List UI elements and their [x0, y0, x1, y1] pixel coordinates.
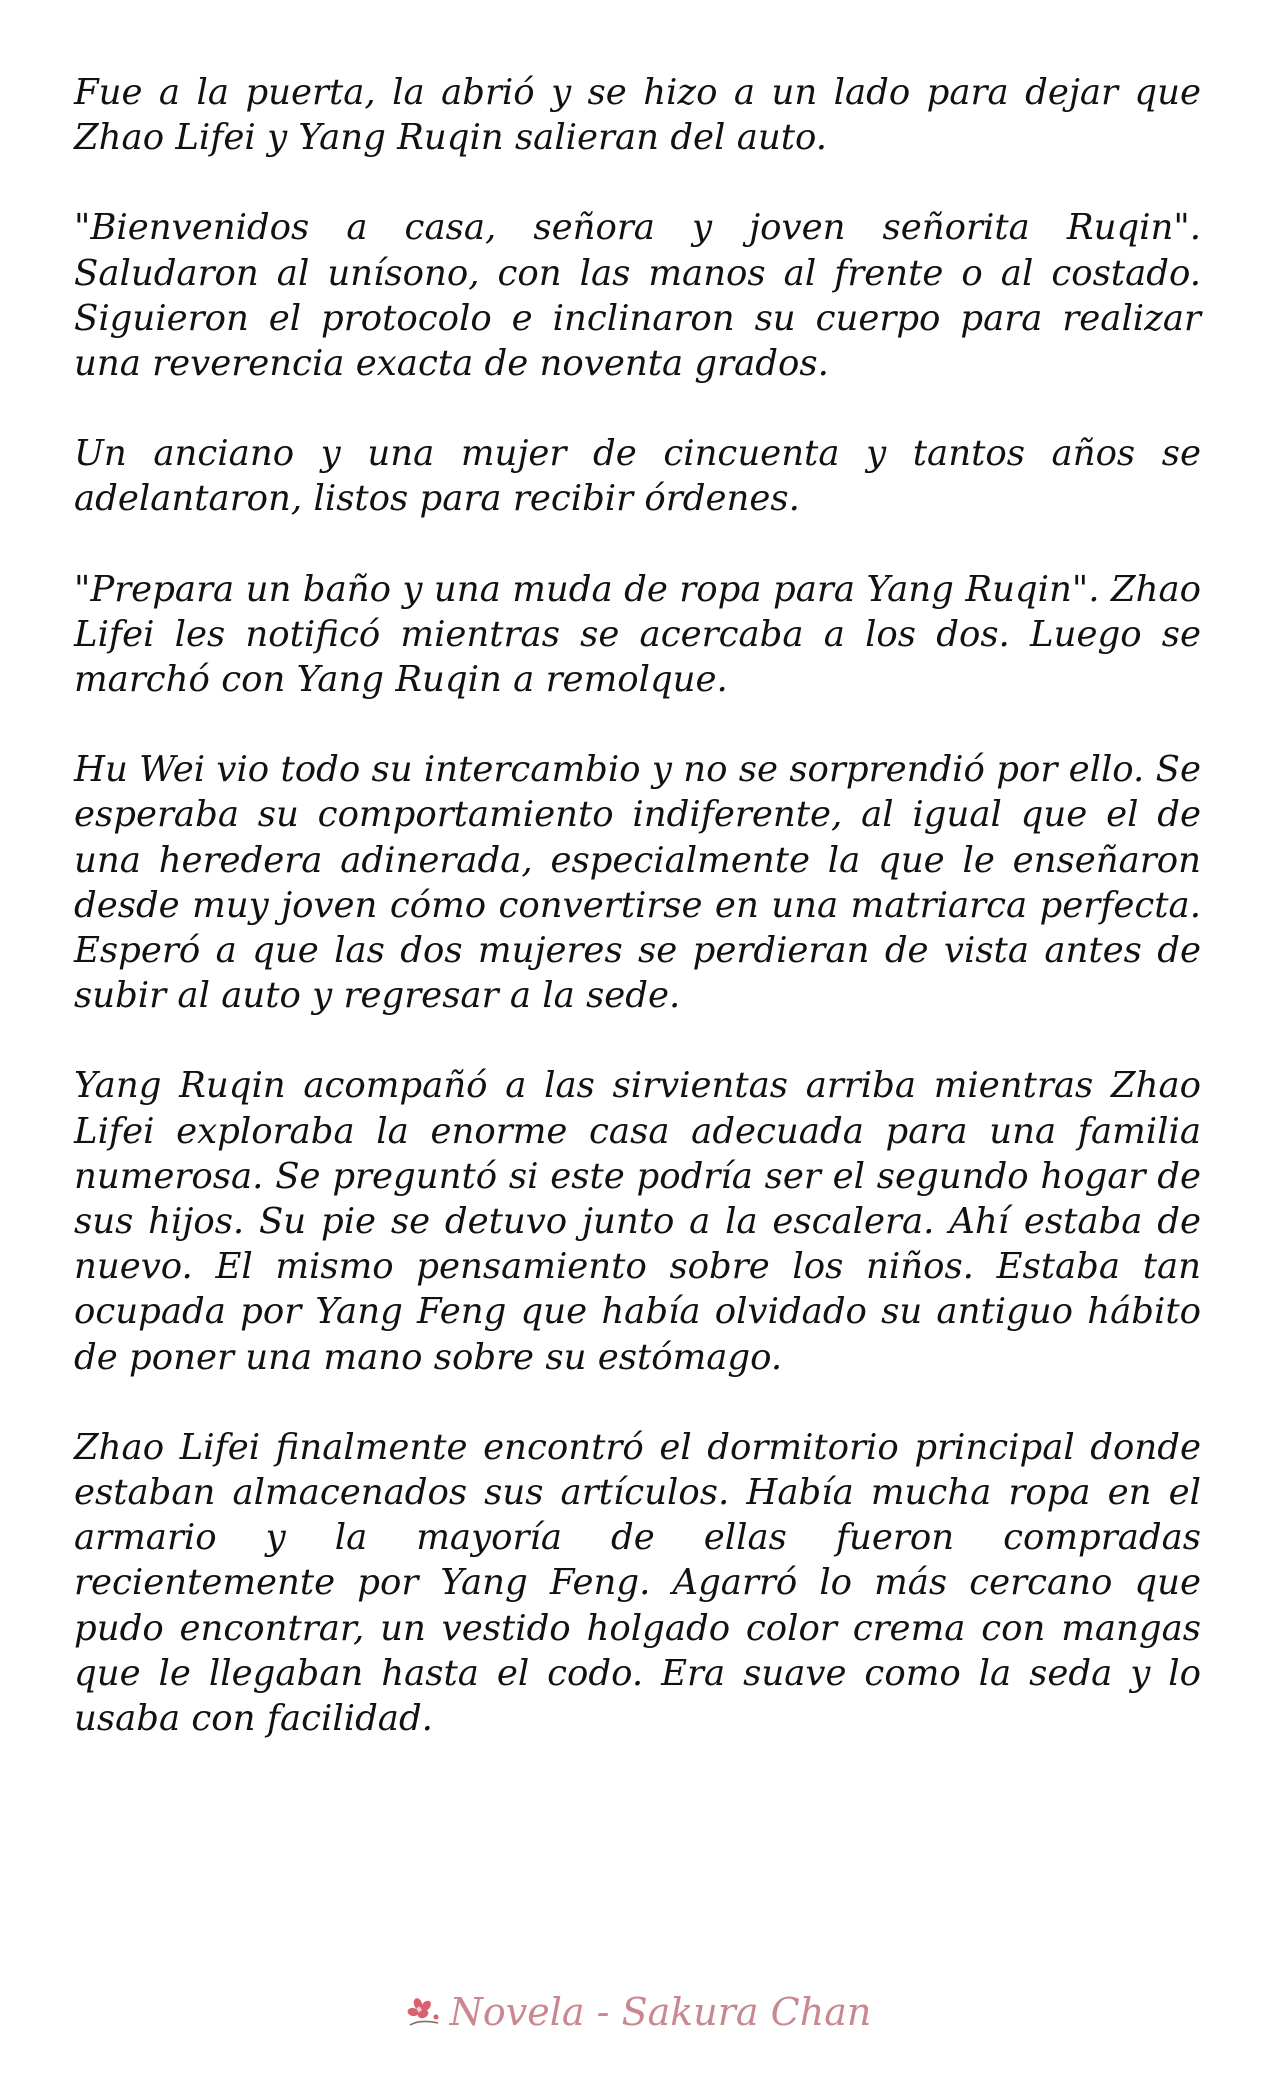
paragraph-7: Zhao Lifei finalmente encontró el dormitorio principal donde estaban almacenados sus artículos. Había mucha ropa en el armario y la mayoría de ellas fueron compradas recientemente por Yang Feng. Agarró lo más cercano que pudo encontrar, un vestido holgado color crema con mangas que le llegaban hasta el codo. Era suave como la seda y lo usaba con facilidad.	[74, 1426, 1201, 1740]
chapter-text	[74, 70, 1201, 1786]
paragraph-3: Un anciano y una mujer de cincuenta y tantos años se adelantaron, listos para recibir órdenes.	[74, 433, 1201, 520]
paragraph-1: Fue a la puerta, la abrió y se hizo a un lado para dejar que Zhao Lifei y Yang Ruqin salieran del auto.	[74, 72, 1201, 159]
watermark-text: Novela - Sakura Chan	[449, 1989, 872, 2034]
paragraph-6: Yang Ruqin acompañó a las sirvientas arriba mientras Zhao Lifei exploraba la enorme casa adecuada para una familia numerosa. Se preguntó si este podría ser el segundo hogar de sus hijos. Su pie se detuvo junto a la escalera. Ahí estaba de nuevo. El mismo pensamiento sobre los niños. Estaba tan ocupada por Yang Feng que había olvidado su antiguo hábito de poner una mano sobre su estómago.	[74, 1065, 1201, 1378]
paragraph-5: Hu Wei vio todo su intercambio y no se sorprendió por ello. Se esperaba su comportamiento indiferente, al igual que el de una heredera adinerada, especialmente la que le enseñaron desde muy joven cómo convertirse en una matriarca perfecta. Esperó a que las dos mujeres se perdieran de vista antes de subir al auto y regresar a la sede.	[74, 749, 1201, 1017]
paragraph-2: "Bienvenidos a casa, señora y joven señorita Ruqin". Saludaron al unísono, con las manos al frente o al costado. Siguieron el protocolo e inclinaron su cuerpo para realizar una reverencia exacta de noventa grados.	[74, 207, 1201, 385]
sakura-flower-icon	[404, 1991, 444, 2025]
watermark	[0, 1983, 1275, 2037]
paragraph-4: "Prepara un baño y una muda de ropa para Yang Ruqin". Zhao Lifei les notificó mientras se acercaba a los dos. Luego se marchó con Yang Ruqin a remolque.	[74, 568, 1201, 701]
